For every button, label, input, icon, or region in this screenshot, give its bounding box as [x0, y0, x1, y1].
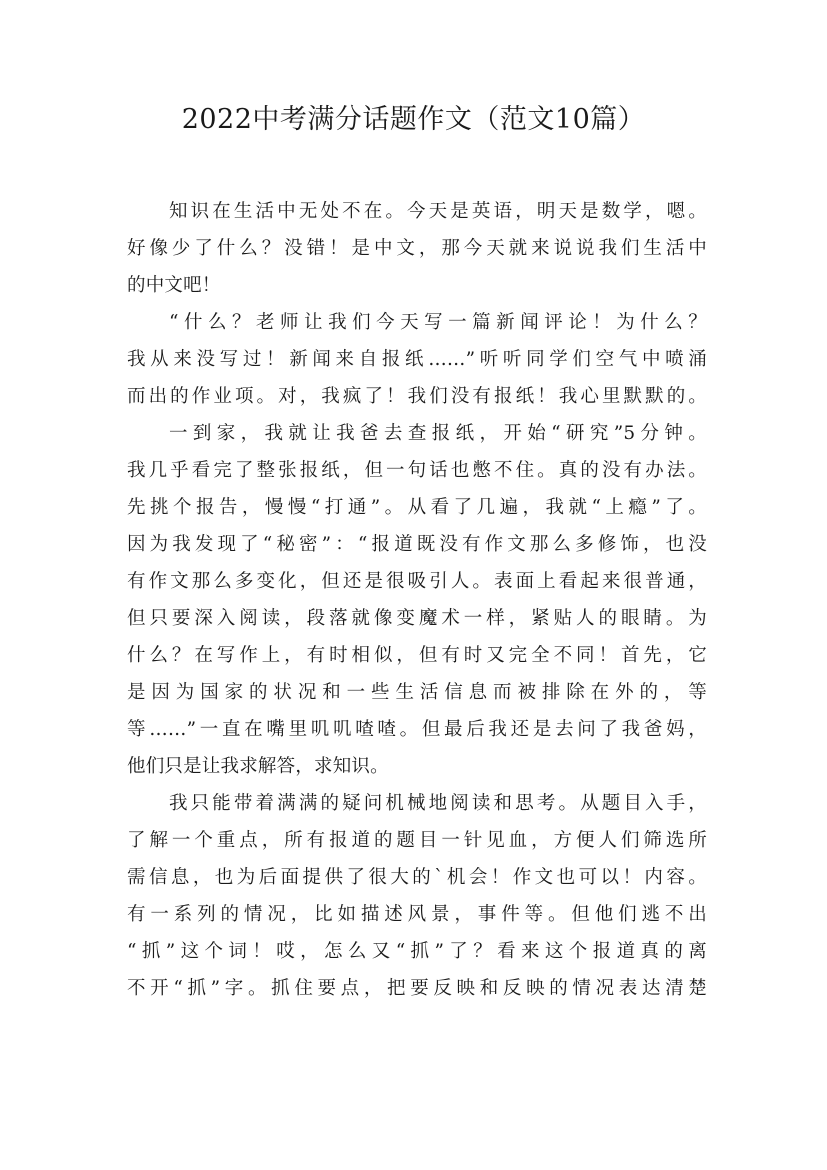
paragraph	[127, 785, 707, 1007]
text-line: 而出的作业项。对，我疯了！我们没有报纸！我心里默默的。	[127, 386, 707, 407]
paragraph	[127, 193, 707, 304]
document-body	[127, 193, 707, 1007]
text-line: 先挑个报告，慢慢“打通”。从看了几遍，我就“上瘾”了。	[127, 497, 707, 518]
text-line: 我几乎看完了整张报纸，但一句话也憋不住。真的没有办法。	[127, 460, 707, 481]
text-line: 需信息，也为后面提供了很大的`机会！作文也可以！内容。	[127, 867, 707, 888]
text-line: 不开“抓”字。抓住要点，把要反映和反映的情况表达清楚	[127, 978, 707, 999]
text-line: 什么？在写作上，有时相似，但有时又完全不同！首先，它	[127, 645, 707, 666]
text-line: 因为我发现了“秘密”：“报道既没有作文那么多修饰，也没	[127, 534, 707, 555]
text-line: 我从来没写过！新闻来自报纸……”听听同学们空气中喷涌	[127, 349, 707, 370]
text-line: 好像少了什么？没错！是中文，那今天就来说说我们生活中	[127, 238, 707, 259]
text-line: 的中文吧！	[127, 275, 221, 296]
text-line: 知识在生活中无处不在。今天是英语，明天是数学，嗯。	[169, 201, 707, 222]
text-line: 一到家，我就让我爸去查报纸，开始“研究”5分钟。	[169, 423, 707, 444]
text-line: 有作文那么多变化，但还是很吸引人。表面上看起来很普通，	[127, 571, 707, 592]
text-line: 我只能带着满满的疑问机械地阅读和思考。从题目入手，	[169, 793, 707, 814]
text-line: 等……”一直在嘴里叽叽喳喳。但最后我还是去问了我爸妈，	[127, 719, 707, 740]
paragraph	[127, 304, 707, 415]
document-title: 2022中考满分话题作文（范文10篇）	[181, 104, 646, 135]
text-line: 但只要深入阅读，段落就像变魔术一样，紧贴人的眼睛。为	[127, 608, 707, 629]
text-line: 是因为国家的状况和一些生活信息而被排除在外的，等	[127, 682, 707, 703]
paragraph	[127, 415, 707, 785]
text-line: “什么？老师让我们今天写一篇新闻评论！为什么？	[169, 312, 707, 333]
text-line: 有一系列的情况，比如描述风景，事件等。但他们逃不出	[127, 904, 707, 925]
text-line: 他们只是让我求解答，求知识。	[127, 756, 389, 777]
text-line: “抓”这个词！哎，怎么又“抓”了？看来这个报道真的离	[127, 941, 707, 962]
text-line: 了解一个重点，所有报道的题目一针见血，方便人们筛选所	[127, 830, 707, 851]
